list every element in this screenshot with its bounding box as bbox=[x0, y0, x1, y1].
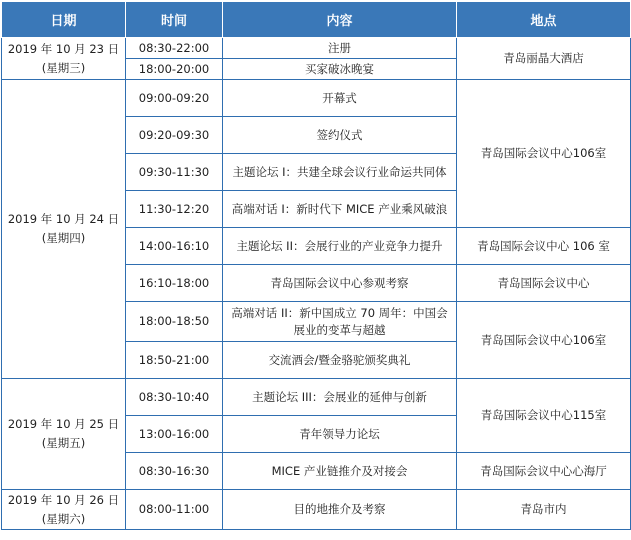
content-cell: 青年领导力论坛 bbox=[223, 416, 457, 453]
weekday-text: (星期六) bbox=[41, 511, 86, 526]
time-cell: 18:00-18:50 bbox=[126, 302, 223, 342]
content-cell: 主题论坛 II：会展行业的产业竞争力提升 bbox=[223, 228, 457, 265]
header-date: 日期 bbox=[2, 2, 126, 38]
time-cell: 09:30-11:30 bbox=[126, 154, 223, 191]
time-cell: 18:00-20:00 bbox=[126, 59, 223, 80]
time-cell: 09:00-09:20 bbox=[126, 80, 223, 117]
time-cell: 14:00-16:10 bbox=[126, 228, 223, 265]
time-cell: 08:00-11:00 bbox=[126, 490, 223, 530]
time-cell: 08:30-16:30 bbox=[126, 453, 223, 490]
date-cell bbox=[2, 490, 126, 530]
date-text: 2019 年 10 月 24 日 bbox=[7, 212, 120, 226]
location-cell: 青岛丽晶大酒店 bbox=[457, 38, 631, 80]
content-cell: 注册 bbox=[223, 38, 457, 59]
time-cell: 08:30-22:00 bbox=[126, 38, 223, 59]
content-cell: 主题论坛 III：会展业的延伸与创新 bbox=[223, 379, 457, 416]
time-cell: 11:30-12:20 bbox=[126, 191, 223, 228]
content-cell: MICE 产业链推介及对接会 bbox=[223, 453, 457, 490]
time-cell: 09:20-09:30 bbox=[126, 117, 223, 154]
table-row bbox=[2, 80, 631, 117]
weekday-text: (星期五) bbox=[41, 436, 86, 450]
time-cell: 08:30-10:40 bbox=[126, 379, 223, 416]
schedule-table bbox=[1, 1, 631, 530]
location-cell: 青岛国际会议中心 bbox=[457, 265, 631, 302]
header-location: 地点 bbox=[457, 2, 631, 38]
time-cell: 13:00-16:00 bbox=[126, 416, 223, 453]
header-content: 内容 bbox=[223, 2, 457, 38]
location-cell: 青岛国际会议中心心海厅 bbox=[457, 453, 631, 490]
table-row bbox=[2, 379, 631, 416]
date-cell bbox=[2, 38, 126, 80]
content-cell: 签约仪式 bbox=[223, 117, 457, 154]
content-cell: 目的地推介及考察 bbox=[223, 490, 457, 530]
weekday-text: (星期三) bbox=[41, 60, 86, 75]
location-cell: 青岛国际会议中心 106 室 bbox=[457, 228, 631, 265]
content-cell: 买家破冰晚宴 bbox=[223, 59, 457, 80]
content-cell: 交流酒会/暨金骆驼颁奖典礼 bbox=[223, 342, 457, 379]
weekday-text: (星期四) bbox=[41, 231, 86, 245]
content-cell: 高端对话 II：新中国成立 70 周年：中国会展业的变革与超越 bbox=[223, 302, 457, 342]
table-row bbox=[2, 490, 631, 530]
time-cell: 18:50-21:00 bbox=[126, 342, 223, 379]
date-cell bbox=[2, 379, 126, 490]
date-cell bbox=[2, 80, 126, 379]
content-cell: 主题论坛 I：共建全球会议行业命运共同体 bbox=[223, 154, 457, 191]
content-cell: 高端对话 I：新时代下 MICE 产业乘风破浪 bbox=[223, 191, 457, 228]
location-cell: 青岛市内 bbox=[457, 490, 631, 530]
header-row bbox=[2, 2, 631, 38]
location-cell: 青岛国际会议中心106室 bbox=[457, 302, 631, 379]
content-cell: 青岛国际会议中心参观考察 bbox=[223, 265, 457, 302]
header-time: 时间 bbox=[126, 2, 223, 38]
time-cell: 16:10-18:00 bbox=[126, 265, 223, 302]
date-text: 2019 年 10 月 26 日 bbox=[7, 492, 120, 507]
date-text: 2019 年 10 月 23 日 bbox=[7, 41, 120, 56]
location-cell: 青岛国际会议中心115室 bbox=[457, 379, 631, 453]
content-cell: 开幕式 bbox=[223, 80, 457, 117]
location-cell: 青岛国际会议中心106室 bbox=[457, 80, 631, 228]
date-text: 2019 年 10 月 25 日 bbox=[7, 417, 120, 431]
table-row bbox=[2, 38, 631, 59]
